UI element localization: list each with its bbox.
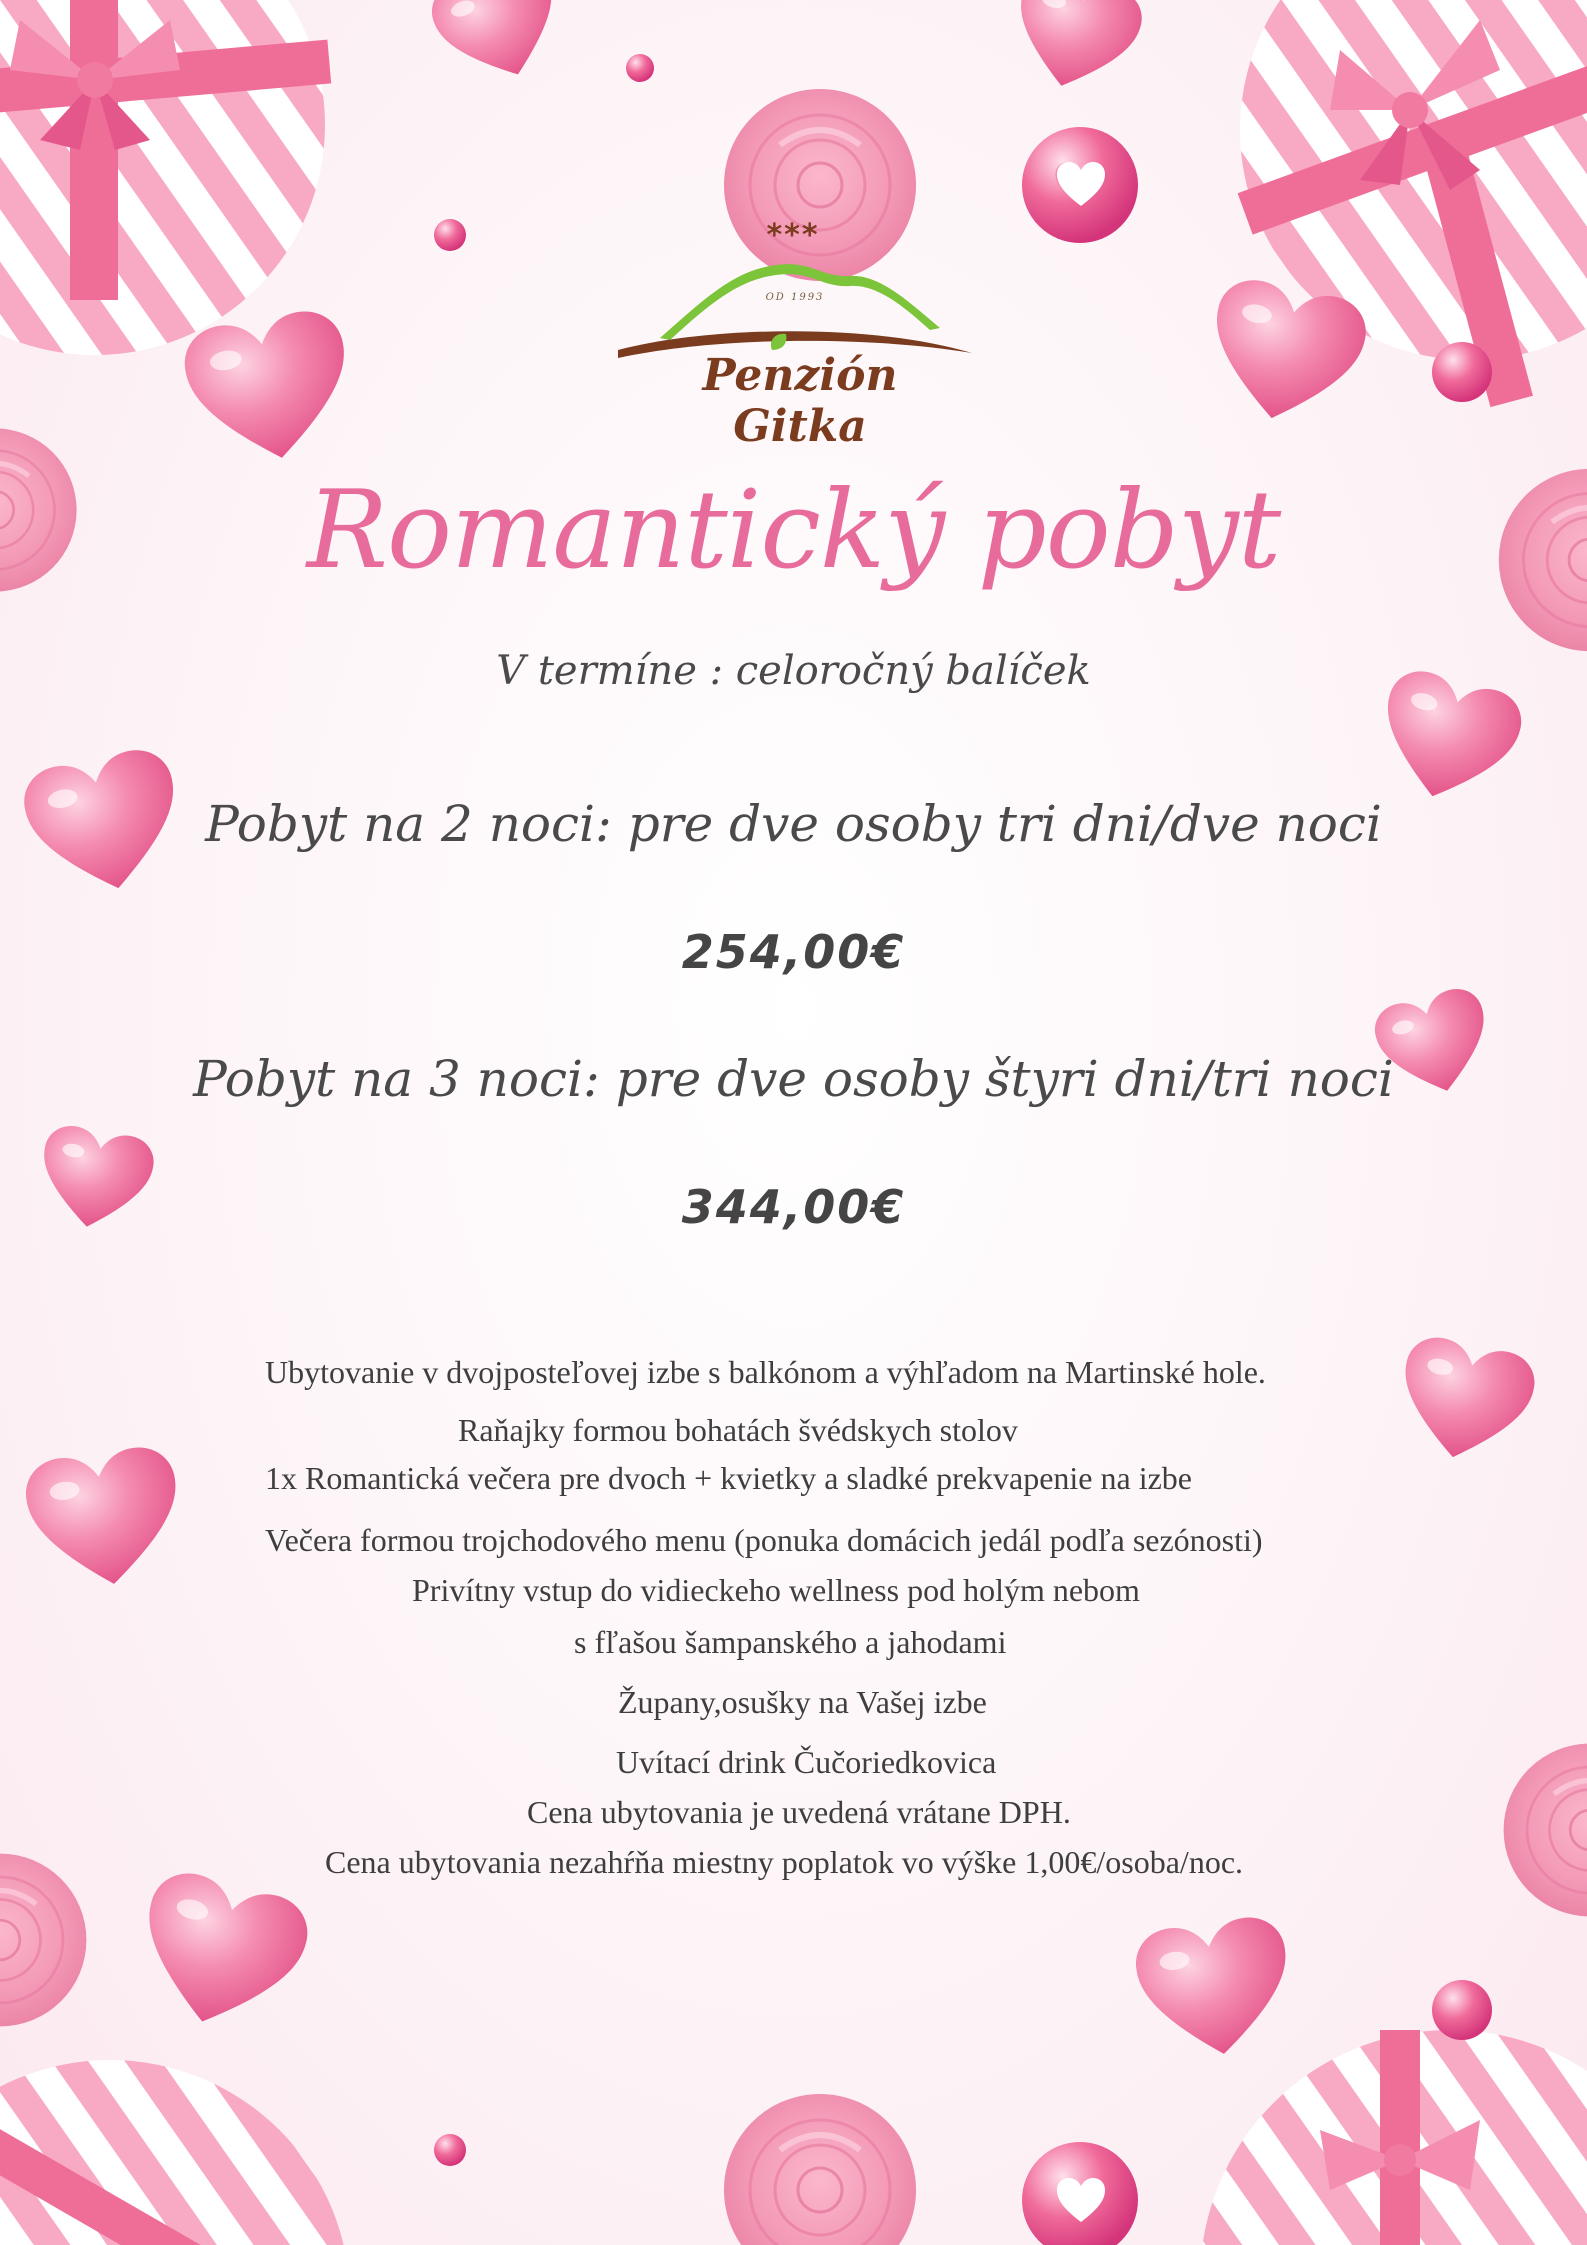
- heart-12: [1002, 0, 1148, 102]
- includes-item: Uvítací drink Čučoriedkovica: [616, 1744, 997, 1780]
- offer-3-nights-price: 344,00€: [681, 1180, 906, 1234]
- heart-8: [21, 1443, 188, 1595]
- heart-7: [1389, 1332, 1540, 1471]
- logo-name: Penzión Gitka: [702, 350, 898, 452]
- heart-bubble-bottom: [1022, 2142, 1138, 2245]
- includes-item: Cena ubytovania je uvedená vrátane DPH.: [527, 1794, 1071, 1830]
- logo-established: OD 1993: [765, 292, 825, 303]
- includes-item: Večera formou trojchodového menu (ponuka domácich jedál podľa sezónosti): [265, 1522, 1263, 1558]
- gift-box-bottom-left: [0, 2060, 350, 2245]
- includes-item: 1x Romantická večera pre dvoch + kvietky a sladké prekvapenie na izbe: [265, 1460, 1192, 1496]
- includes-item: Župany,osušky na Vašej izbe: [618, 1684, 987, 1720]
- pearl-2: [434, 219, 466, 251]
- gift-box-bottom-right: [1200, 2030, 1587, 2245]
- rose-bottom-left: [0, 1854, 86, 2027]
- logo-stars: ***: [766, 218, 820, 253]
- heart-10: [1131, 1913, 1298, 2065]
- pearl-4: [1432, 1980, 1492, 2040]
- pearl-3: [1432, 342, 1492, 402]
- heart-11: [424, 0, 576, 95]
- rose-bottom-right: [1504, 1744, 1587, 1917]
- offer-2-nights-label: Pobyt na 2 noci: pre dve osoby tri dni/dve noci: [205, 795, 1382, 853]
- includes-item: Privítny vstup do vidieckeho wellness pod holým nebom: [412, 1572, 1140, 1608]
- page-subtitle: V termíne : celoročný balíček: [496, 648, 1091, 694]
- includes-item: s fľašou šampanského a jahodami: [574, 1624, 1007, 1660]
- offer-2-nights-price: 254,00€: [681, 925, 906, 979]
- pearl-1: [626, 54, 654, 82]
- rose-bottom-center: [724, 2094, 916, 2245]
- page-title: Romantický pobyt: [306, 468, 1281, 593]
- offer-3-nights-label: Pobyt na 3 noci: pre dve osoby štyri dni/tri noci: [193, 1050, 1394, 1108]
- pearl-5: [434, 2134, 466, 2166]
- includes-item: Ubytovanie v dvojposteľovej izbe s balkónom a výhľadom na Martinské hole.: [265, 1354, 1266, 1390]
- includes-item: Raňajky formou bohatách švédskych stolov: [458, 1412, 1018, 1448]
- includes-item: Cena ubytovania nezahŕňa miestny poplatok vo výške 1,00€/osoba/noc.: [325, 1844, 1244, 1880]
- heart-9: [125, 1865, 316, 2042]
- heart-1: [179, 305, 361, 471]
- penzion-logo: [610, 218, 980, 452]
- gift-box-top-left: [0, 0, 331, 355]
- heart-bubble-top: [1022, 127, 1138, 243]
